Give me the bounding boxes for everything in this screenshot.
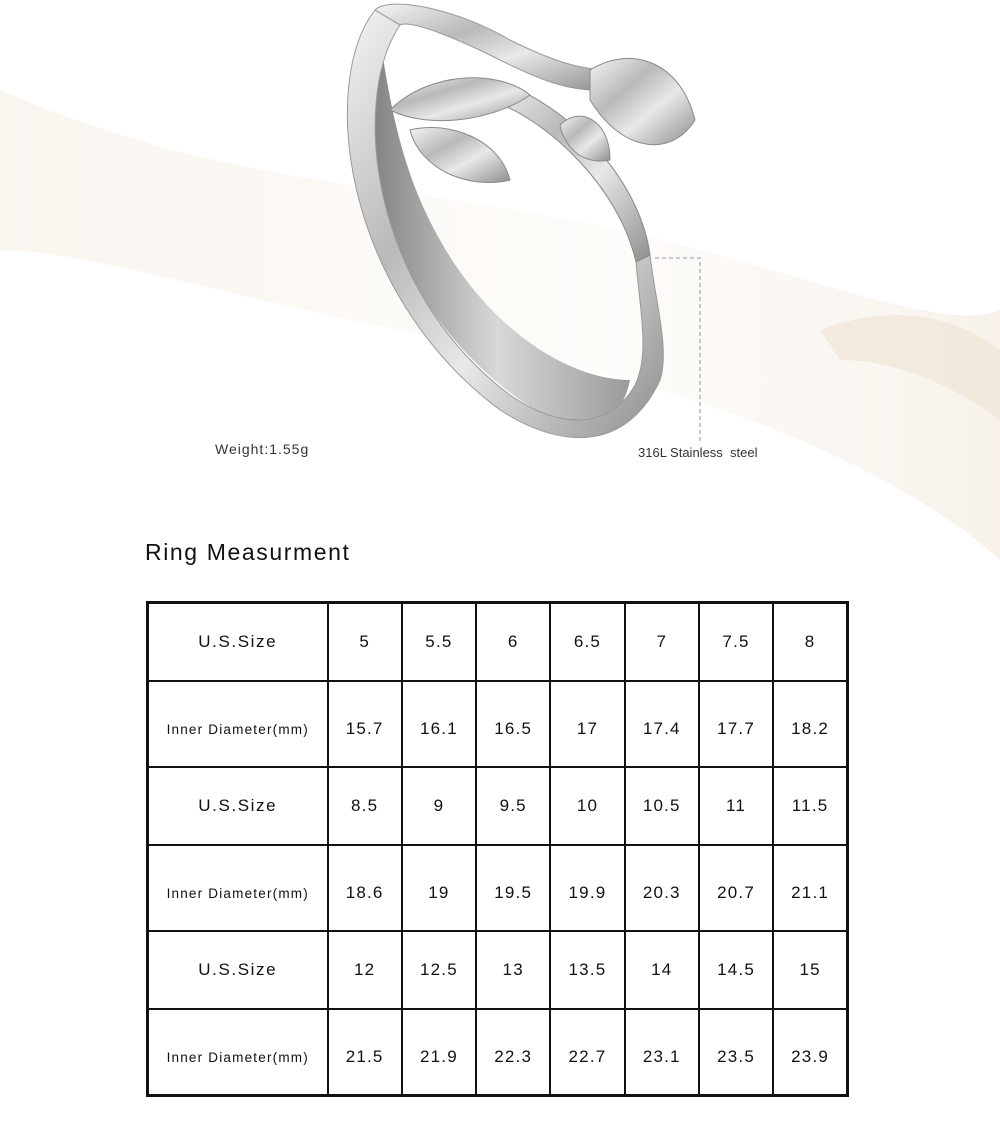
inner-diameter-cell: 19.9 [550, 845, 624, 931]
us-size-cell: 13 [476, 931, 550, 1009]
weight-label: Weight:1.55g [215, 441, 310, 457]
us-size-cell: 11 [699, 767, 773, 845]
us-size-header-cell: U.S.Size [148, 603, 328, 682]
us-size-header-cell: U.S.Size [148, 767, 328, 845]
us-size-cell: 8.5 [328, 767, 402, 845]
inner-diameter-cell: 18.2 [773, 681, 847, 767]
inner-diameter-cell: 20.7 [699, 845, 773, 931]
inner-diameter-cell: 21.5 [328, 1009, 402, 1096]
us-size-cell: 11.5 [773, 767, 847, 845]
us-size-cell: 5.5 [402, 603, 476, 682]
us-size-cell: 6 [476, 603, 550, 682]
inner-diameter-cell: 20.3 [625, 845, 699, 931]
inner-diameter-cell: 16.1 [402, 681, 476, 767]
inner-diameter-cell: 23.1 [625, 1009, 699, 1096]
us-size-row [148, 931, 848, 1009]
inner-diameter-cell: 21.9 [402, 1009, 476, 1096]
us-size-cell: 12 [328, 931, 402, 1009]
inner-diameter-cell: 17 [550, 681, 624, 767]
inner-diameter-cell: 17.7 [699, 681, 773, 767]
us-size-row [148, 767, 848, 845]
inner-diameter-cell: 17.4 [625, 681, 699, 767]
inner-diameter-cell: 16.5 [476, 681, 550, 767]
inner-diameter-cell: 19.5 [476, 845, 550, 931]
us-size-cell: 13.5 [550, 931, 624, 1009]
us-size-header-cell: U.S.Size [148, 931, 328, 1009]
inner-diameter-header-cell: Inner Diameter(mm) [148, 1009, 328, 1096]
us-size-cell: 10.5 [625, 767, 699, 845]
us-size-cell: 14 [625, 931, 699, 1009]
us-size-row [148, 603, 848, 682]
inner-diameter-cell: 18.6 [328, 845, 402, 931]
us-size-cell: 7.5 [699, 603, 773, 682]
inner-diameter-cell: 23.9 [773, 1009, 847, 1096]
inner-diameter-cell: 21.1 [773, 845, 847, 931]
ring-size-table [146, 601, 849, 1097]
material-label: 316L Stainless steel [638, 445, 758, 460]
us-size-cell: 7 [625, 603, 699, 682]
inner-diameter-cell: 15.7 [328, 681, 402, 767]
inner-diameter-row [148, 1009, 848, 1096]
ring-size-table-body [148, 603, 848, 1096]
us-size-cell: 12.5 [402, 931, 476, 1009]
us-size-cell: 15 [773, 931, 847, 1009]
us-size-cell: 14.5 [699, 931, 773, 1009]
inner-diameter-header-cell: Inner Diameter(mm) [148, 845, 328, 931]
us-size-cell: 9 [402, 767, 476, 845]
us-size-cell: 8 [773, 603, 847, 682]
us-size-cell: 6.5 [550, 603, 624, 682]
inner-diameter-header-cell: Inner Diameter(mm) [148, 681, 328, 767]
inner-diameter-cell: 19 [402, 845, 476, 931]
inner-diameter-cell: 23.5 [699, 1009, 773, 1096]
us-size-cell: 10 [550, 767, 624, 845]
inner-diameter-row [148, 845, 848, 931]
section-title: Ring Measurment [145, 539, 351, 565]
inner-diameter-row [148, 681, 848, 767]
material-leader-line [0, 0, 1000, 470]
us-size-cell: 5 [328, 603, 402, 682]
inner-diameter-cell: 22.3 [476, 1009, 550, 1096]
inner-diameter-cell: 22.7 [550, 1009, 624, 1096]
us-size-cell: 9.5 [476, 767, 550, 845]
